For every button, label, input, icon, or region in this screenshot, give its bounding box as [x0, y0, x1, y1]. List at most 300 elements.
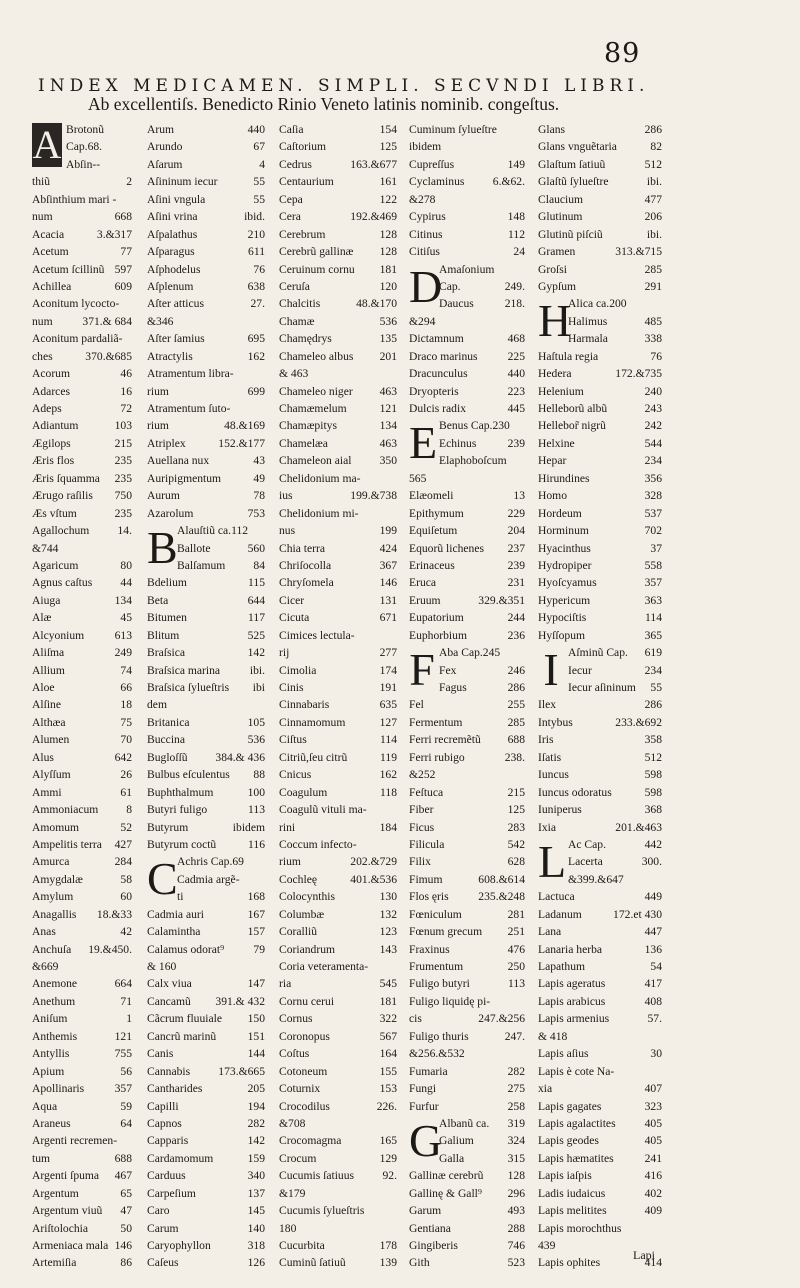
index-entry	[32, 1045, 132, 1062]
index-column-5	[538, 121, 662, 1272]
index-term: Harmala	[568, 332, 608, 346]
index-term: Equiſetum	[409, 524, 458, 538]
index-page-ref: 100	[247, 785, 265, 799]
index-page-ref: 42	[120, 925, 132, 939]
index-term: Chryſomela	[279, 576, 334, 590]
index-entry	[279, 1150, 397, 1167]
index-page-ref: 143	[379, 942, 397, 956]
index-entry	[147, 696, 265, 713]
index-entry	[538, 540, 662, 557]
index-page-ref: 477	[644, 192, 662, 206]
catchword: Lapi	[633, 1248, 655, 1262]
index-entry	[409, 487, 525, 504]
index-entry	[279, 906, 397, 923]
index-page-ref: 149	[507, 157, 525, 171]
index-term: Arundo	[147, 140, 183, 154]
index-term: Aconitum lycocto-	[32, 297, 120, 311]
index-entry	[279, 243, 397, 260]
index-entry	[279, 679, 397, 696]
index-page-ref: 58	[120, 872, 132, 886]
index-entry	[568, 644, 662, 661]
index-page-ref: 391.& 432	[215, 994, 265, 1008]
index-entry	[409, 365, 525, 382]
index-term: Cypirus	[409, 210, 446, 224]
index-page-ref: 164	[379, 1047, 397, 1061]
index-term: Citinus	[409, 227, 443, 241]
index-term: Gallinę & Gall⁹	[409, 1186, 482, 1200]
index-page-ref: 512	[644, 750, 662, 764]
index-term: Coralliũ	[279, 925, 317, 939]
index-page-ref: 746	[507, 1239, 525, 1252]
index-term: 565	[409, 471, 427, 485]
index-page-ref: 174	[379, 663, 397, 677]
index-entry	[32, 679, 132, 696]
index-entry	[538, 906, 662, 923]
index-page-ref: 44	[120, 576, 132, 590]
index-entry	[32, 365, 132, 382]
index-entry	[538, 435, 662, 452]
index-term: Agaricum	[32, 558, 79, 572]
index-term: Lapis ophites	[538, 1256, 601, 1270]
index-term: Cadmia argẽ-	[177, 872, 240, 886]
index-entry	[279, 871, 397, 888]
index-entry	[409, 557, 525, 574]
index-page-ref: 323	[644, 1099, 662, 1113]
index-entry	[538, 714, 662, 731]
index-term: Fimum	[409, 872, 443, 886]
index-entry	[279, 801, 397, 818]
index-page-ref: 2	[126, 175, 132, 189]
index-entry	[32, 975, 132, 992]
index-term: Fex	[439, 663, 457, 677]
index-entry	[147, 400, 265, 417]
index-page-ref: 229	[507, 506, 525, 520]
index-entry	[538, 1063, 662, 1080]
index-term: ches	[32, 349, 53, 363]
index-page-ref: 329.&351	[478, 593, 525, 607]
index-page-ref: 251	[507, 925, 525, 939]
index-entry	[538, 226, 662, 243]
index-entry	[32, 278, 132, 295]
index-page-ref: 45	[120, 611, 132, 625]
index-entry	[147, 208, 265, 225]
index-entry	[32, 592, 132, 609]
index-page-ref: 286	[507, 681, 525, 694]
index-entry	[32, 819, 132, 836]
index-page-ref: 194	[247, 1099, 265, 1113]
index-term: Aſparagus	[147, 245, 195, 259]
index-page-ref: 424	[379, 541, 397, 555]
index-term: Anagallis	[32, 907, 77, 921]
index-page-ref: 16	[120, 384, 132, 398]
index-entry	[32, 261, 132, 278]
index-page-ref: 201	[379, 349, 397, 363]
index-entry	[147, 261, 265, 278]
index-term: Britanica	[147, 715, 190, 729]
index-term: Caſia	[279, 123, 304, 136]
index-page-ref: 235	[114, 506, 132, 520]
index-entry	[439, 1132, 525, 1149]
index-term: Cornus	[279, 1012, 313, 1026]
index-page-ref: 199	[379, 524, 397, 538]
index-entry	[147, 906, 265, 923]
index-page-ref: 468	[507, 332, 525, 346]
index-page-ref: ibi.	[249, 663, 265, 677]
section-initial: I	[543, 644, 559, 696]
index-term: Caryophyllon	[147, 1239, 211, 1252]
index-term: Lapis melitites	[538, 1204, 607, 1218]
index-page-ref: 86	[120, 1256, 132, 1270]
index-term: Ceruinum cornu	[279, 262, 355, 276]
index-term: Helxine	[538, 436, 575, 450]
index-term: Cuminum ſylueſtre	[409, 123, 497, 136]
index-page-ref: 130	[379, 890, 397, 904]
index-page-ref: 103	[114, 419, 132, 433]
index-term: Braſsica marina	[147, 663, 221, 677]
index-page-ref: 242	[644, 419, 662, 433]
index-page-ref: 319	[507, 1116, 525, 1130]
index-page-ref: 688	[114, 1151, 132, 1165]
index-page-ref: 405	[644, 1116, 662, 1130]
index-entry	[66, 121, 132, 138]
index-page-ref: 192.&469	[350, 210, 397, 224]
index-entry	[32, 1150, 132, 1167]
index-page-ref: 371.& 684	[82, 314, 132, 328]
index-entry	[32, 731, 132, 748]
index-page-ref: 134	[114, 593, 132, 607]
index-entry	[147, 173, 265, 190]
index-term: num	[32, 314, 53, 328]
index-term: Anchuſa	[32, 942, 72, 956]
index-term: Eruum	[409, 593, 441, 607]
index-page-ref: 215	[114, 436, 132, 450]
index-entry	[409, 1028, 525, 1045]
index-page-ref: 122	[379, 192, 397, 206]
section-initial: F	[409, 644, 435, 696]
index-entry	[32, 749, 132, 766]
index-page-ref: 18	[120, 698, 132, 712]
index-term: Fuligo liquidę pi-	[409, 994, 491, 1008]
drop-cap-initial: A	[32, 122, 62, 167]
index-entry	[32, 1080, 132, 1097]
index-entry	[279, 191, 397, 208]
index-page-ref: 173.&665	[218, 1064, 265, 1078]
index-page-ref: 235.&248	[478, 890, 525, 904]
index-term: Cinnamomum	[279, 715, 346, 729]
index-entry	[279, 208, 397, 225]
index-entry	[147, 1045, 265, 1062]
index-term: Coria veteramenta-	[279, 960, 369, 973]
index-term: Arum	[147, 123, 175, 136]
index-page-ref: 236	[507, 628, 525, 642]
index-page-ref: 449	[644, 890, 662, 904]
index-entry	[32, 853, 132, 870]
index-entry	[538, 383, 662, 400]
index-term: Hepar	[538, 454, 567, 468]
index-term: Eruca	[409, 576, 437, 590]
index-term: Aſminũ Cap.	[568, 646, 628, 660]
index-page-ref: 281	[507, 907, 525, 921]
index-page-ref: 150	[247, 1012, 265, 1026]
index-term: Helleborũ albũ	[538, 402, 608, 415]
index-page-ref: 13	[513, 489, 525, 503]
index-term: Galla	[439, 1151, 465, 1165]
index-entry	[279, 592, 397, 609]
index-entry	[568, 836, 662, 853]
index-entry	[409, 801, 525, 818]
index-entry	[32, 993, 132, 1010]
index-entry	[147, 330, 265, 347]
index-entry	[147, 627, 265, 644]
index-entry	[409, 208, 525, 225]
index-page-ref: 168	[247, 890, 265, 904]
index-entry	[147, 121, 265, 138]
index-entry	[279, 1010, 397, 1027]
index-entry	[32, 1132, 132, 1149]
index-term: ti	[177, 890, 184, 904]
index-term: Adiantum	[32, 419, 79, 433]
index-entry	[409, 888, 525, 905]
index-term: Lana	[538, 925, 562, 939]
index-term: Atramentum libra-	[147, 367, 234, 381]
index-page-ref: 225	[507, 349, 525, 363]
index-term: Anemone	[32, 977, 78, 991]
index-entry	[147, 1254, 265, 1271]
index-page-ref: 357	[114, 1082, 132, 1096]
index-term: &278	[409, 192, 436, 206]
index-entry	[409, 1010, 525, 1027]
index-page-ref: 178	[379, 1239, 397, 1252]
index-page-ref: 46	[120, 367, 132, 381]
index-entry	[409, 1202, 525, 1219]
index-entry	[147, 1063, 265, 1080]
index-entry	[409, 1063, 525, 1080]
index-entry	[409, 330, 525, 347]
index-term: Aſpalathus	[147, 227, 198, 241]
index-page-ref: 66	[120, 681, 132, 694]
index-entry	[538, 975, 662, 992]
index-term: Lapis aſius	[538, 1047, 589, 1061]
index-entry	[147, 993, 265, 1010]
index-entry	[279, 1202, 397, 1219]
index-term: Alumen	[32, 733, 70, 747]
index-term: Argentum	[32, 1186, 79, 1200]
index-term: Brotonũ	[66, 123, 105, 136]
index-term: Chamæpitys	[279, 419, 337, 433]
index-term: tum	[32, 1151, 51, 1165]
index-page-ref: 121	[379, 402, 397, 415]
index-page-ref: 313.&715	[615, 245, 662, 259]
index-entry	[279, 557, 397, 574]
index-page-ref: 282	[247, 1116, 265, 1130]
index-entry	[409, 1080, 525, 1097]
index-term: Cimolia	[279, 663, 317, 677]
index-entry	[538, 1202, 662, 1219]
index-page-ref: 148	[507, 210, 525, 224]
index-entry	[279, 470, 397, 487]
index-entry	[409, 923, 525, 940]
index-term: Araneus	[32, 1116, 71, 1130]
index-page-ref: 79	[253, 942, 265, 956]
index-entry	[439, 261, 525, 278]
index-entry	[32, 1254, 132, 1271]
index-page-ref: 155	[379, 1064, 397, 1078]
index-term: &252	[409, 768, 436, 782]
index-entry	[32, 191, 132, 208]
index-term: Crocum	[279, 1151, 317, 1165]
index-entry	[279, 540, 397, 557]
index-entry	[32, 173, 132, 190]
index-page-ref: 128	[379, 227, 397, 241]
index-term: Chelidonium ma-	[279, 471, 361, 485]
index-page-ref: 140	[247, 1221, 265, 1235]
index-entry	[279, 731, 397, 748]
index-term: Atriplex	[147, 436, 186, 450]
index-term: num	[32, 210, 53, 224]
index-entry	[147, 574, 265, 591]
index-entry	[409, 1254, 525, 1271]
index-entry	[538, 191, 662, 208]
index-entry	[32, 958, 132, 975]
index-term: Alus	[32, 750, 54, 764]
index-term: Cadmia auri	[147, 907, 204, 921]
index-column-3	[279, 121, 397, 1272]
index-term: Abſin--	[66, 157, 101, 171]
index-entry	[279, 121, 397, 138]
index-term: Fiber	[409, 803, 434, 817]
index-page-ref: 258	[507, 1099, 525, 1113]
index-entry	[538, 1010, 662, 1027]
index-term: Braſsica ſylueſtris	[147, 681, 230, 694]
index-term: & 418	[538, 1029, 568, 1043]
index-page-ref: 350	[379, 454, 397, 468]
index-page-ref: 92.	[382, 1169, 397, 1183]
index-entry	[32, 1185, 132, 1202]
index-term: rium	[147, 419, 169, 433]
index-page-ref: 48.&170	[356, 297, 397, 311]
index-term: Lanaria herba	[538, 942, 603, 956]
index-page-ref: ibi.	[646, 175, 662, 189]
index-term: Armeniaca mala	[32, 1239, 109, 1252]
index-term: Cancrũ marinũ	[147, 1029, 217, 1043]
index-entry	[32, 348, 132, 365]
index-entry	[409, 540, 525, 557]
index-entry	[279, 714, 397, 731]
index-term: Chalcitis	[279, 297, 321, 311]
index-page-ref: 244	[507, 611, 525, 625]
index-page-ref: 202.&729	[350, 855, 397, 869]
index-entry	[32, 906, 132, 923]
index-term: Ferri rubigo	[409, 750, 465, 764]
index-term: & 463	[279, 367, 309, 381]
index-term: Alyſſum	[32, 768, 71, 782]
index-entry	[538, 278, 662, 295]
index-page-ref: 644	[247, 593, 265, 607]
index-page-ref: 162	[379, 768, 397, 782]
index-term: Cucurbita	[279, 1239, 325, 1252]
index-entry	[538, 365, 662, 382]
index-term: Cerebrũ gallinæ	[279, 245, 354, 259]
index-term: Filicula	[409, 837, 445, 851]
index-term: &669	[32, 960, 59, 973]
index-page-ref: 80	[120, 558, 132, 572]
index-page-ref: 167	[247, 907, 265, 921]
index-page-ref: 8	[126, 803, 132, 817]
index-page-ref: 417	[644, 977, 662, 991]
index-page-ref: 291	[644, 279, 662, 293]
index-page-ref: 181	[379, 994, 397, 1008]
index-term: Coagulũ vituli ma-	[279, 803, 367, 817]
index-page-ref: 184	[379, 820, 397, 834]
index-page-ref: 119	[380, 750, 397, 764]
index-entry	[66, 138, 132, 155]
index-term: Halimus	[568, 314, 608, 328]
index-page-ref: 59	[120, 1099, 132, 1113]
index-term: Aba Cap.245	[439, 646, 501, 660]
index-term: Ciſtus	[279, 733, 307, 747]
index-entry	[32, 505, 132, 522]
index-entry	[439, 295, 525, 312]
index-entry	[538, 1132, 662, 1149]
index-column-1	[32, 121, 132, 1272]
index-entry	[147, 1202, 265, 1219]
index-page-ref: 131	[379, 593, 397, 607]
index-page-ref: 536	[247, 733, 265, 747]
index-page-ref: 121	[114, 1029, 132, 1043]
index-term: Adeps	[32, 402, 62, 415]
index-page-ref: 296	[507, 1186, 525, 1200]
index-entry	[439, 278, 525, 295]
index-term: Achris Cap.69	[177, 855, 244, 869]
index-entry	[147, 784, 265, 801]
index-term: Ac Cap.	[568, 837, 606, 851]
index-term: Glans vnguẽtaria	[538, 140, 617, 154]
index-term: Hellebor̃ nigrũ	[538, 419, 606, 433]
index-term: Claucium	[538, 192, 584, 206]
index-page-ref: 223	[507, 384, 525, 398]
index-term: Filix	[409, 855, 431, 869]
index-term: Gingiberis	[409, 1239, 458, 1252]
index-entry	[279, 138, 397, 155]
index-term: Amylum	[32, 890, 74, 904]
index-entry	[147, 958, 265, 975]
index-entry	[279, 330, 397, 347]
index-page-ref: 702	[644, 524, 662, 538]
index-entry	[538, 470, 662, 487]
index-entry	[439, 644, 525, 661]
index-page-ref: 463	[379, 384, 397, 398]
index-entry	[147, 801, 265, 818]
index-term: Carpeſium	[147, 1186, 196, 1200]
index-page-ref: 165	[379, 1134, 397, 1148]
index-entry	[147, 1167, 265, 1184]
index-entry	[409, 522, 525, 539]
index-term: Caſeus	[147, 1256, 179, 1270]
index-entry	[409, 819, 525, 836]
index-term: Fœnum grecum	[409, 925, 483, 939]
index-page-ref: 70	[120, 733, 132, 747]
index-term: Aconitum pardaliã-	[32, 332, 123, 346]
index-page-ref: 125	[379, 140, 397, 154]
index-page-ref: 750	[114, 489, 132, 503]
index-entry	[177, 540, 265, 557]
index-page-ref: 24	[513, 245, 525, 259]
index-entry	[409, 836, 525, 853]
index-term: rium	[279, 855, 301, 869]
index-term: Lapis geodes	[538, 1134, 599, 1148]
index-page-ref: 30	[650, 1047, 662, 1061]
index-page-ref: 55	[650, 681, 662, 694]
